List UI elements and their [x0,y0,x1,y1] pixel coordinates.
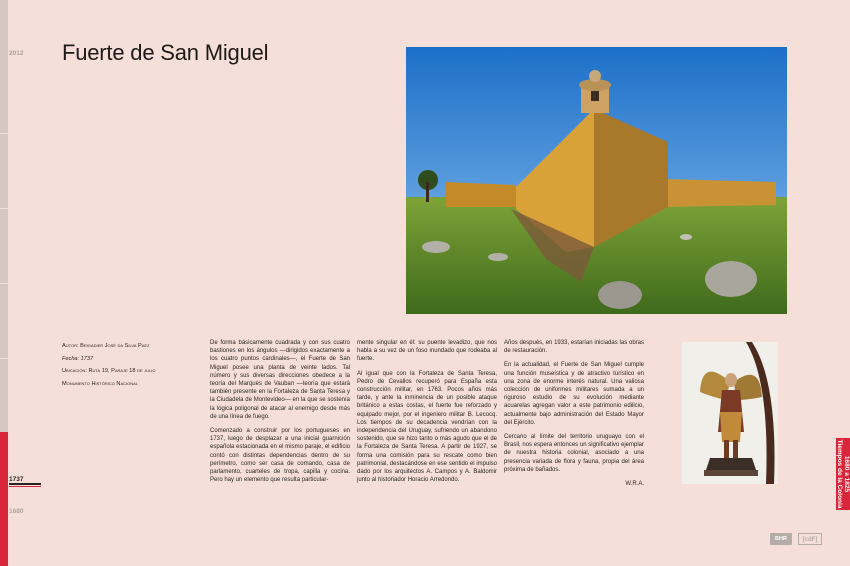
statue-photo [682,342,778,484]
timeline-year-bottom: 1680 [9,508,24,515]
text-column-1 [210,339,350,490]
section-tab-text [836,440,850,509]
paragraph: De forma básicamente cuadrada y con sus cuatro bastiones en los ángulos —dirigidos exactamente a los cuatro puntos cardinales—, el Fuerte de San Miguel posee una planta de veinte lados. Tal número y sus diversas direcciones obedece a la teoría del Marqués de Vauban —teoría que estará también presente en la Fortaleza de Santa Teresa y la Ciudadela de Montevideo— en la que se sostenía la lógica poligonal de atacar al enemigo desde más de una línea de fuego. [210,340,350,420]
section-tab-period: 1680 a 1825 [843,455,850,493]
timeline-year-marker-accent [9,486,41,487]
paragraph: mente singular en él: su puente levadizo, que nos habla a su vez de un foso inundado que rodeaba al fuerte. [357,340,497,363]
timeline-divider [0,283,8,284]
paragraph: Cercano al límite del territorio uruguayo con el Brasil, nos espera entonces un significativo ejemplar de nuestra historia colonial, asociado a una presencia variada de flora y fauna, propia del área próxima de bañados. [504,434,644,473]
meta-location: Ubicación: Ruta 19, Paraje 18 de julio [62,368,156,374]
cdf-logo: [cdF] [798,533,822,545]
metadata-block [62,340,192,390]
meta-author: Autor: Brigadier José da Silva Paez [62,343,150,349]
timeline-year-active: 1737 [9,476,24,483]
timeline-year-top: 2012 [9,50,24,57]
meta-monument: Monumento Histórico Nacional [62,380,139,387]
paragraph: Años después, en 1933, estarían iniciadas las obras de restauración. [504,340,644,355]
text-column-3 [504,339,644,488]
section-tab-title: Tiempos de la Colonia [836,439,843,509]
bhr-logo: BHR [770,533,792,545]
timeline-active-segment [0,432,8,566]
timeline-divider [0,358,8,359]
text-column-2 [357,339,497,490]
fort-photo [406,47,787,314]
paragraph: En la actualidad, el Fuerte de San Miguel cumple una función museística y de atractivo turístico en una zona de enorme interés natural. Una valiosa colección de uniformes militares sumada a un riguroso estudio de su evolución mediante acuarelas agregan valor a este patrimonio edilicio, actualmente bajo administración del Estado Mayor del Ejército. [504,362,644,426]
signature: W.R.A. [625,481,644,488]
timeline-bar [0,0,8,566]
timeline-divider [0,133,8,134]
page-title: Fuerte de San Miguel [62,40,269,65]
section-tab [836,438,850,510]
meta-date: Fecha: 1737 [62,355,94,362]
paragraph: Comenzado a construir por los portugueses en 1737, luego de desplazar a una inicial guarnición española estacionada en el mismo paraje, el edificio contó con distintas dependencias dentro de su perímetro, como ser casa de comando, casa de parlamento, cuarteles de tropa, capilla y cocina. Pero hay un elemento que resulta particular- [210,428,350,484]
timeline-year-marker [9,483,41,485]
paragraph: Al igual que con la Fortaleza de Santa Teresa, Pedro de Cevallos recuperó para España esta construcción militar, en 1763. Pocos años más tarde, y ante la inminencia de un posible ataque británico a estas costas, el fuerte fue reforzado y equipado mejor, por el ingeniero militar B. Lecocq. Los tiempos de su decadencia vendrían con la independencia del Uruguay, sufriendo un abandono sostenido, que se hizo tanto o más agudo que el de la Fortaleza de Santa Teresa. A partir de 1927, se forma una comisión para su rescate como bien patrimonial, destacándose en ese sentido el impulso dado por los arquitectos A. Campos y A. Baldomir junto al historiador Horacio Arredondo. [357,370,497,484]
timeline-divider [0,208,8,209]
